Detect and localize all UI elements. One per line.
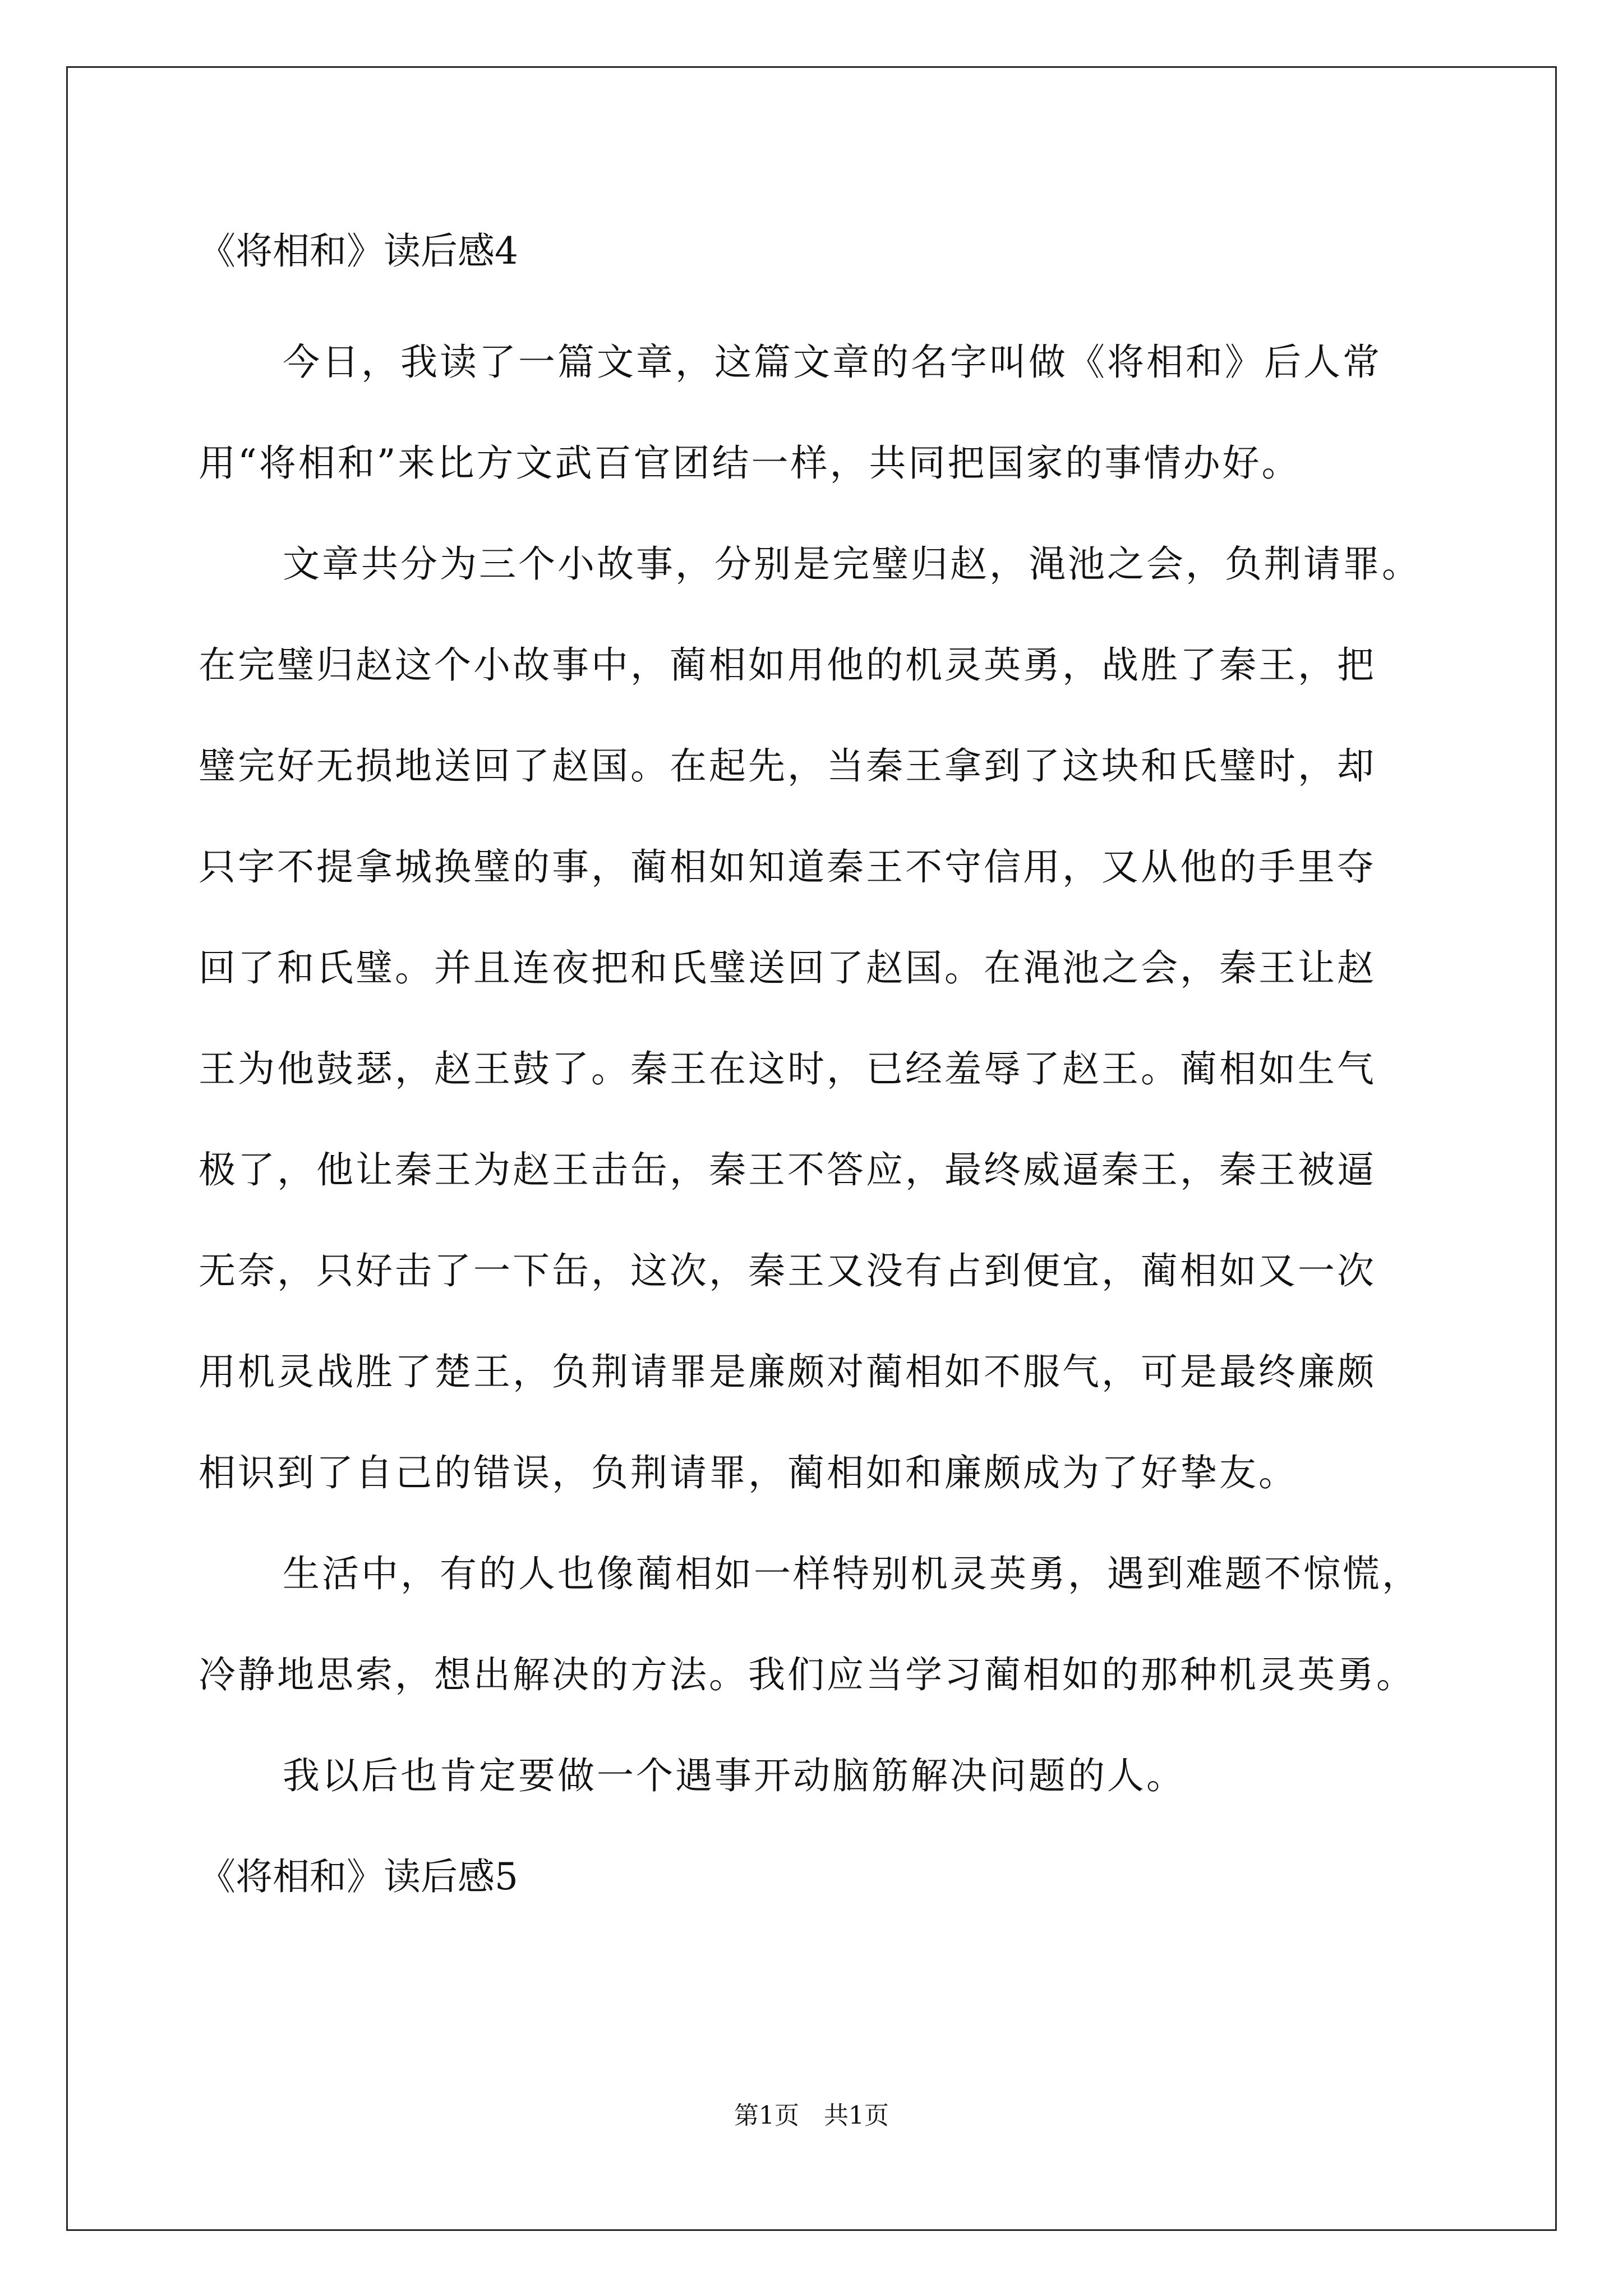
paragraph-2-line-7: 极了，他让秦王为赵王击缶，秦王不答应，最终威逼秦王，秦王被逼 bbox=[199, 1148, 1376, 1191]
paragraph-1-line-1: 今日，我读了一篇文章，这篇文章的名字叫做《将相和》后人常 bbox=[283, 341, 1382, 384]
paragraph-4-line-1: 我以后也肯定要做一个遇事开动脑筋解决问题的人。 bbox=[283, 1754, 1186, 1797]
paragraph-2-line-6: 王为他鼓瑟，赵王鼓了。秦王在这时，已经羞辱了赵王。蔺相如生气 bbox=[199, 1047, 1376, 1091]
paragraph-3-line-2: 冷静地思索，想出解决的方法。我们应当学习蔺相如的那种机灵英勇。 bbox=[199, 1653, 1415, 1696]
paragraph-1-line-2: 用“将相和”来比方文武百官团结一样，共同把国家的事情办好。 bbox=[199, 441, 1301, 485]
paragraph-2-line-5: 回了和氏璧。并且连夜把和氏璧送回了赵国。在渑池之会，秦王让赵 bbox=[199, 946, 1376, 990]
paragraph-2-line-2: 在完璧归赵这个小故事中，蔺相如用他的机灵英勇，战胜了秦王，把 bbox=[199, 643, 1376, 687]
paragraph-2-line-9: 用机灵战胜了楚王，负荆请罪是廉颇对蔺相如不服气，可是最终廉颇 bbox=[199, 1350, 1376, 1393]
paragraph-3-line-1: 生活中，有的人也像蔺相如一样特别机灵英勇，遇到难题不惊慌， bbox=[283, 1552, 1421, 1595]
paragraph-2-line-10: 相识到了自己的错误，负荆请罪，蔺相如和廉颇成为了好挚友。 bbox=[199, 1451, 1298, 1494]
section-heading-5: 《将相和》读后感5 bbox=[199, 1855, 518, 1898]
paragraph-2-line-3: 璧完好无损地送回了赵国。在起先，当秦王拿到了这块和氏璧时，却 bbox=[199, 744, 1376, 788]
section-heading-4: 《将相和》读后感4 bbox=[199, 229, 518, 273]
paragraph-2-line-4: 只字不提拿城换璧的事，蔺相如知道秦王不守信用，又从他的手里夺 bbox=[199, 845, 1376, 889]
page-number-footer: 第1页 共1页 bbox=[734, 2101, 889, 2130]
paragraph-2-line-8: 无奈，只好击了一下缶，这次，秦王又没有占到便宜，蔺相如又一次 bbox=[199, 1249, 1376, 1292]
paragraph-2-line-1: 文章共分为三个小故事，分别是完璧归赵，渑池之会，负荆请罪。 bbox=[283, 542, 1421, 586]
